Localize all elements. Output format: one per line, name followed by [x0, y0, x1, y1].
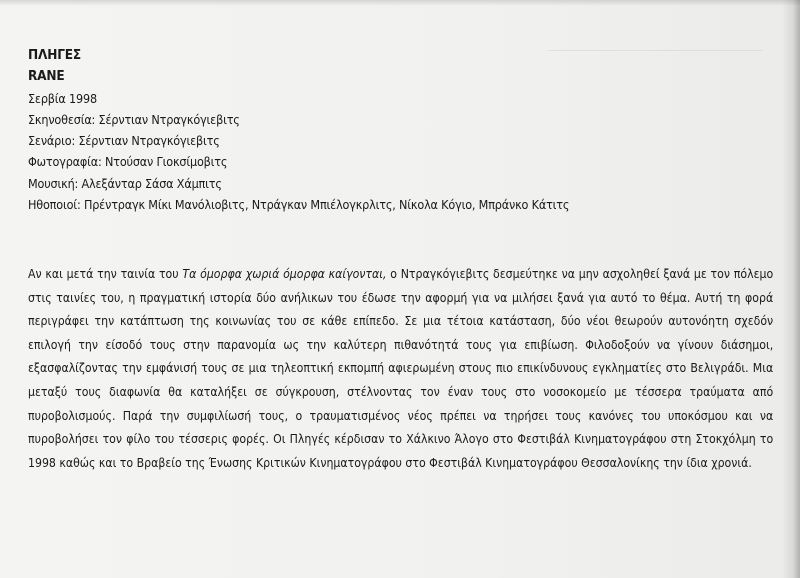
country-year: Σερβία 1998 [28, 90, 97, 106]
credit-cast: Ηθοποιοί: Πρέντραγκ Μίκι Μανόλιοβιτς, Ντράγκαν Μπιέλογκρλιτς, Νίκολα Κόγιο, Μπράνκο Κάτιτς [28, 197, 570, 213]
synopsis-paragraph [28, 263, 773, 475]
referenced-film-title: Τα όμορφα χωριά όμορφα καίγονται, [182, 267, 387, 281]
film-title-english: RANE [28, 68, 65, 85]
credit-screenplay: Σενάριο: Σέρντιαν Ντραγκόγιεβιτς [28, 133, 220, 149]
page-top-shadow [0, 0, 800, 6]
film-title-greek: ΠΛΗΓΕΣ [28, 47, 82, 63]
bleed-through-box [548, 50, 763, 251]
synopsis-part2: ο Ντραγκόγιεβιτς δεσμεύτηκε να μην ασχοληθεί ξανά με τον πόλεμο στις ταινίες του, η πραγματική ιστορία δύο ανήλικων του έδωσε την αφορμή για να μιλήσει ξανά για αυτό το θέμα. Αυτή τη φορά περιγράφει την κατάπτωση της κοινωνίας του σε κάθε επίπεδο. Σε μια τέτοια κατάσταση, δύο νέοι θεωρούν αυτονόητη σχεδόν επιλογή την είσοδό τους στην παρανομία ως την καλύτερη πιθανότητά τους για επιβίωση. Φιλοδοξούν να γίνουν διάσημοι, εξασφαλίζοντας την εμφάνισή τους σε μια τηλεοπτική εκπομπή αφιερωμένη στους πιο επικίνδυνους εγκληματίες στο Βελιγράδι. Μια μεταξύ τους διαφωνία θα καταλήξει σε σύγκρουση, στέλνοντας τον έναν τους στο νοσοκομείο με τέσσερα τραύματα από πυροβολισμούς. Παρά την συμφιλίωσή τους, ο τραυματισμένος νέος πρέπει να τηρήσει τους κανόνες του υποκόσμου και να πυροβολήσει τον φίλο του τέσσερις φορές. Οι Πληγές κέρδισαν το Χάλκινο Άλογο στο Φεστιβάλ Κινηματογράφου στη Στοκχόλμη το 1998 καθώς και το Βραβείο της Ένωσης Κριτικών Κινηματογράφου στο Φεστιβάλ Κινηματογράφου Θεσσαλονίκης την ίδια χρονιά. [28, 267, 774, 470]
page-right-shadow [782, 0, 800, 578]
credit-photography: Φωτογραφία: Ντούσαν Γιοκσίμοβιτς [28, 154, 228, 170]
credit-director: Σκηνοθεσία: Σέρντιαν Ντραγκόγιεβιτς [28, 111, 240, 127]
synopsis-part1: Αν και μετά την ταινία του [28, 267, 183, 281]
film-credits [28, 45, 570, 215]
credit-music: Μουσική: Αλεξάνταρ Σάσα Χάμπιτς [28, 175, 222, 191]
